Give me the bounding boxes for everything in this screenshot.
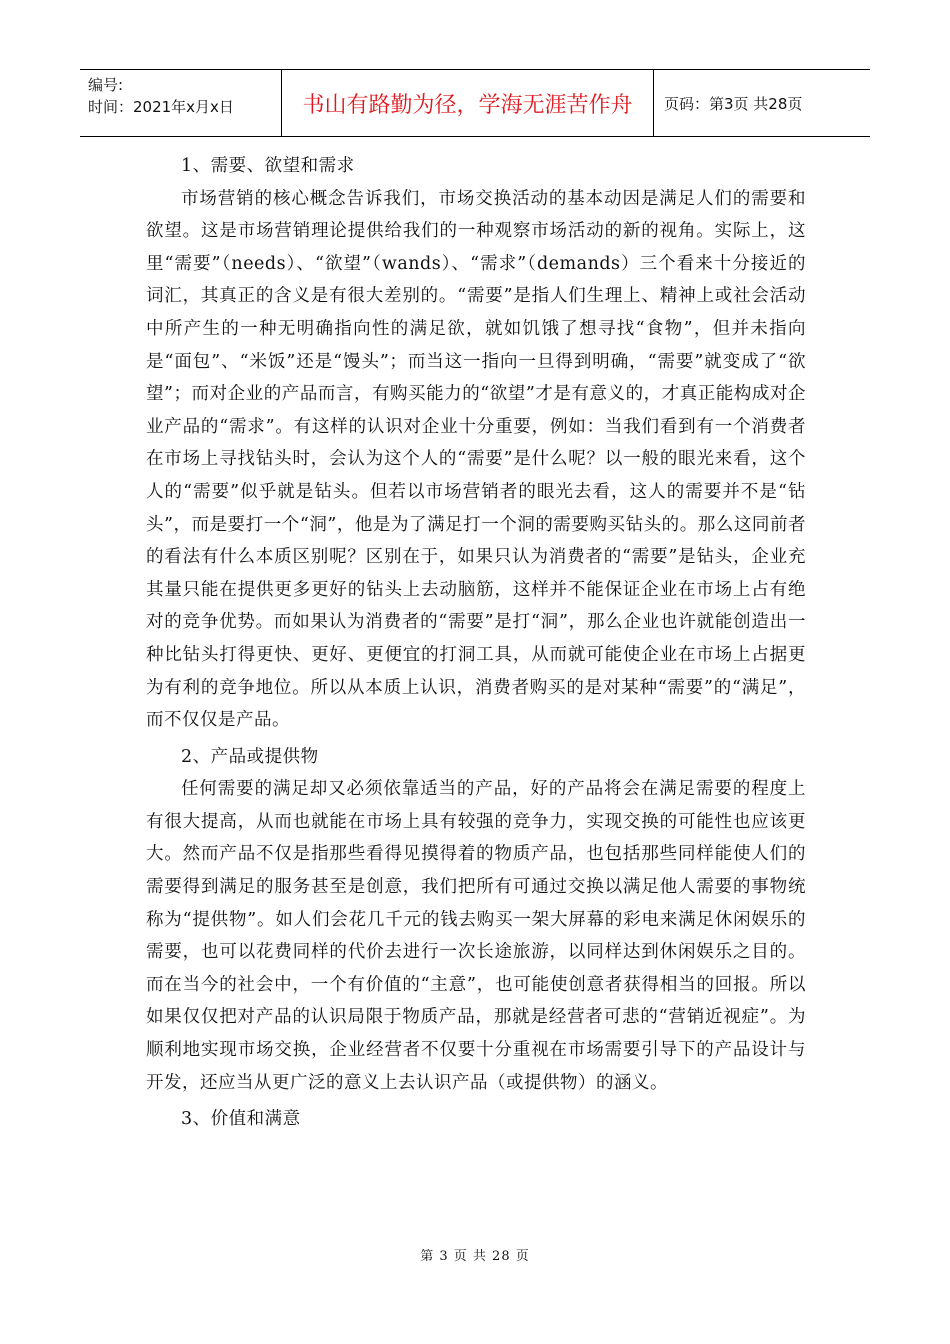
section-heading: 1、需要、欲望和需求 [181,156,355,176]
document-body [146,150,806,1136]
header-meta [80,70,282,136]
header-motto: 书山有路勤为径，学海无涯苦作舟 [282,70,654,136]
section-heading: 3、价值和满意 [181,1109,301,1130]
paragraph: 市场营销的核心概念告诉我们，市场交换活动的基本动因是满足人们的需要和欲望。这是市场营销理论提供给我们的一种观察市场活动的新的视角。实际上，这里“需要”（needs）、“欲望”（wands）、“需求”（demands）三个看来十分接近的词汇，其真正的含义是有很大差别的。“需要”是指人们生理上、精神上或社会活动中所产生的一种无明确指向性的满足欲，就如饥饿了想寻找“食物”，但并未指向是“面包”、“米饭”还是“馒头”；而当这一指向一旦得到明确，“需要”就变成了“欲望”；而对企业的产品而言，有购买能力的“欲望”才是有意义的，才真正能构成对企业产品的“需求”。有这样的认识对企业十分重要，例如：当我们看到有一个消费者在市场上寻找钻头时，会认为这个人的“需要”是什么呢？以一般的眼光来看，这个人的“需要”似乎就是钻头。但若以市场营销者的眼光去看，这人的需要并不是“钻头”，而是要打一个“洞”，他是为了满足打一个洞的需要购买钻头的。那么这同前者的看法有什么本质区别呢？区别在于，如果只认为消费者的“需要”是钻头，企业充其量只能在提供更多更好的钻头上去动脑筋，这样并不能保证企业在市场上占有绝对的竞争优势。而如果认为消费者的“需要”是打“洞”，那么企业也许就能创造出一种比钻头打得更快、更好、更便宜的打洞工具，从而就可能使企业在市场上占据更为有利的竞争地位。所以从本质上认识，消费者购买的是对某种“需要”的“满足”，而不仅仅是产品。 [146,188,806,731]
section-heading: 2、产品或提供物 [181,746,319,767]
document-header [80,69,870,137]
page-footer: 第 3 页 共 28 页 [420,1249,530,1264]
time-label: 时间：2021年x月x日 [88,98,234,116]
paragraph: 任何需要的满足却又必须依靠适当的产品，好的产品将会在满足需要的程度上有很大提高，从而也就能在市场上具有较强的竞争力，实现交换的可能性也应该更大。然而产品不仅是指那些看得见摸得着的物质产品，也包括那些同样能使人们的需要得到满足的服务甚至是创意，我们把所有可通过交换以满足他人需要的事物统称为“提供物”。如人们会花几千元的钱去购买一架大屏幕的彩电来满足休闲娱乐的需要，也可以花费同样的代价去进行一次长途旅游，以同样达到休闲娱乐之目的。而在当今的社会中，一个有价值的“主意”，也可能使创意者获得相当的回报。所以如果仅仅把对产品的认识局限于物质产品，那就是经营者可悲的“营销近视症”。为顺利地实现市场交换，企业经营者不仅要十分重视在市场需要引导下的产品设计与开发，还应当从更广泛的意义上去认识产品（或提供物）的涵义。 [146,779,806,1093]
header-page-info: 页码：第3页 共28页 [664,94,803,113]
code-label: 编号: [88,76,124,94]
